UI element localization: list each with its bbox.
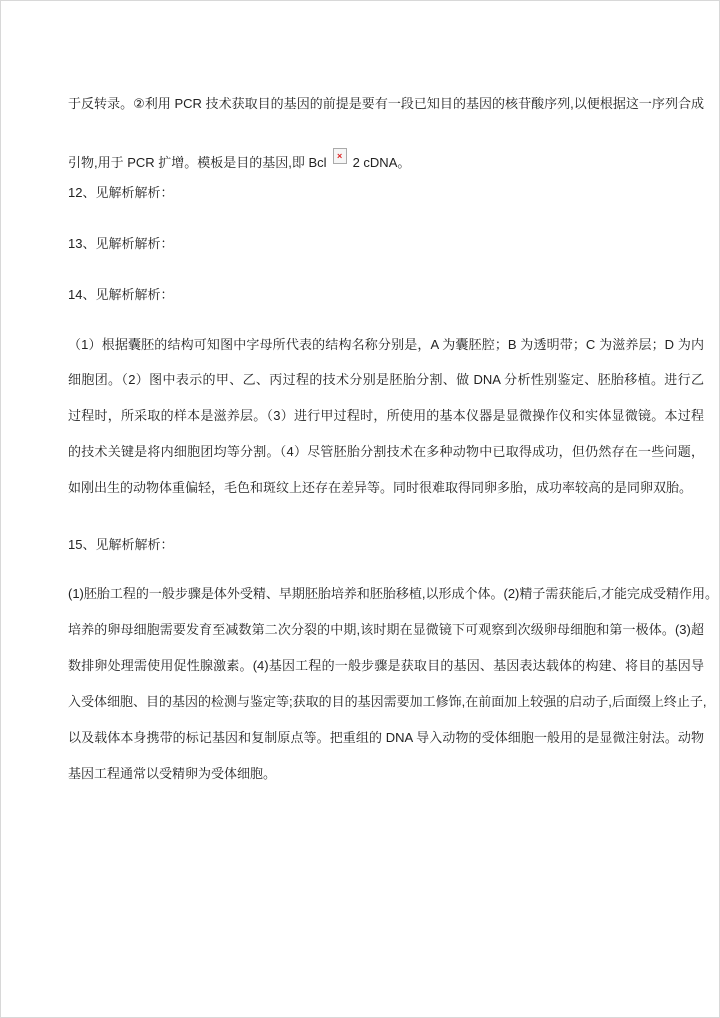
question-13-heading: 13、见解析解析： [68, 236, 174, 251]
answer-15-line: 基因工程通常以受精卵为受体细胞。 [68, 766, 277, 781]
question-12-heading: 12、见解析解析： [68, 185, 174, 200]
answer-15-line: 以及载体本身携带的标记基因和复制原点等。把重组的 DNA 导入动物的受体细胞一般用的是显微注射法。动物 [68, 730, 704, 745]
question-14-heading: 14、见解析解析： [68, 287, 174, 302]
answer-11-line-2 [68, 148, 704, 172]
answer-14-line: 过程时，所采取的样本是滋养层。（3）进行甲过程时，所使用的基本仪器是显微操作仪和实体显微镜。本过程 [68, 408, 704, 423]
answer-11-line-1: 于反转录。②利用 PCR 技术获取目的基因的前提是要有一段已知目的基因的核苷酸序列,以便根据这一序列合成 [68, 96, 704, 111]
question-15-heading: 15、见解析解析： [68, 537, 174, 552]
answer-14-line: 的技术关键是将内细胞团均等分割。（4）尽管胚胎分割技术在多种动物中已取得成功，但仍然存在一些问题， [68, 444, 704, 459]
broken-image-icon: × [333, 148, 347, 164]
answer-11-text-end: 2 cDNA。 [352, 155, 411, 170]
answer-14-line: 如刚出生的动物体重偏轻，毛色和斑纹上还存在差异等。同时很难取得同卵多胎，成功率较高的是同卵双胎。 [68, 480, 693, 495]
answer-15-line: 数排卵处理需使用促性腺激素。(4)基因工程的一般步骤是获取目的基因、基因表达载体的构建、将目的基因导 [68, 658, 704, 673]
answer-15-line: 入受体细胞、目的基因的检测与鉴定等;获取的目的基因需要加工修饰,在前面加上较强的启动子,后面缀上终止子, [68, 694, 707, 709]
answer-15-line: 培养的卵母细胞需要发育至减数第二次分裂的中期,该时期在显微镜下可观察到次级卵母细胞和第一极体。(3)超 [68, 622, 704, 637]
answer-14-line: （1）根据囊胚的结构可知图中字母所代表的结构名称分别是，A 为囊胚腔；B 为透明带；C 为滋养层；D 为内 [68, 337, 704, 352]
answer-15-line: (1)胚胎工程的一般步骤是体外受精、早期胚胎培养和胚胎移植,以形成个体。(2)精子需获能后,才能完成受精作用。 [68, 586, 719, 601]
answer-11-text: 引物,用于 PCR 扩增。模板是目的基因,即 Bcl [68, 155, 327, 170]
answer-14-line: 细胞团。（2）图中表示的甲、乙、丙过程的技术分别是胚胎分割、做 DNA 分析性别鉴定、胚胎移植。进行乙 [68, 372, 704, 387]
